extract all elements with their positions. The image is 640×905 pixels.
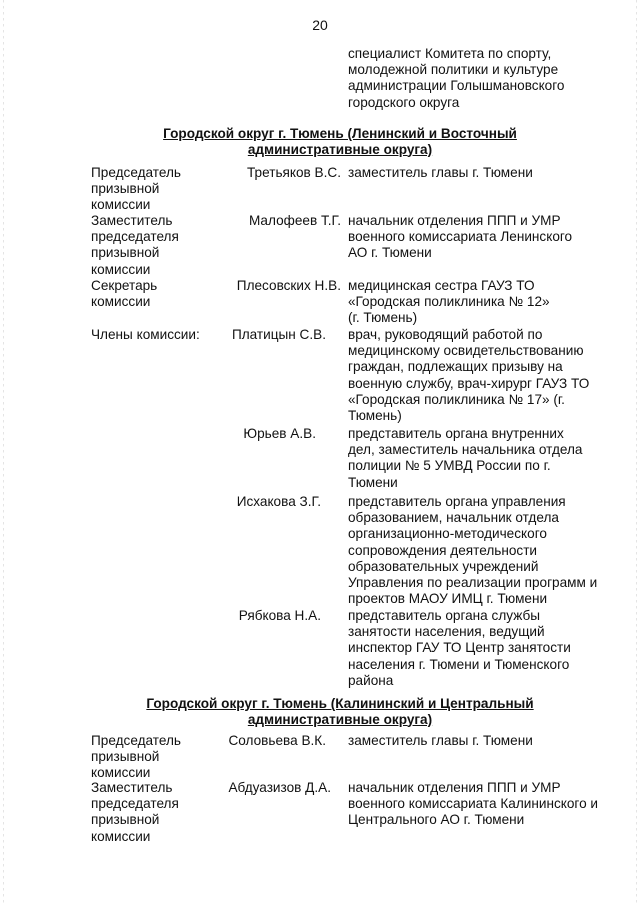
row-duty: заместитель главы г. Тюмени — [348, 165, 533, 180]
section-title-line: административные округа) — [247, 711, 433, 727]
section-title-leninsky — [100, 126, 580, 157]
row-duty: начальник отделения ППП и УМР военного комиссариата Калининского и Центрального АО г. Тюмени — [348, 780, 598, 828]
row-role: Заместитель председателя призывной комиссии — [91, 780, 179, 844]
row-duty: врач, руководящий работой по медицинскому освидетельствованию граждан, подлежащих призыву на военную службу, врач-хирург ГАУЗ ТО «Городская поликлиника № 17» (г. Тюмень) — [348, 327, 590, 424]
page-number: 20 — [312, 17, 328, 33]
section-title-line: Городской округ г. Тюмень (Ленинский и Восточный — [163, 126, 517, 141]
row-duty: начальник отделения ППП и УМР военного комиссариата Ленинского АО г. Тюмени — [348, 213, 573, 261]
row-duty: представитель органа внутренних дел, заместитель начальника отдела полиции № 5 УМВД России по г. Тюмени — [348, 426, 583, 490]
row-duty: заместитель главы г. Тюмени — [348, 733, 533, 748]
section-title-kalininsky — [100, 696, 580, 727]
row-name: Малофеев Т.Г. — [248, 213, 341, 228]
row-name: Плесовских Н.В. — [236, 278, 341, 293]
row-name: Третьяков В.С. — [247, 165, 341, 180]
row-duty: представитель органа службы занятости населения, ведущий инспектор ГАУ ТО Центр занятости населения г. Тюмени и Тюменского района — [348, 608, 571, 688]
row-role: Секретарь комиссии — [91, 278, 158, 310]
row-duty: представитель органа управления образованием, начальник отдела организационно-методического сопровождения деятельности образовательных учреждений Управления по реализации программ и проектов МАОУ ИМЦ г. Тюмени — [348, 494, 598, 607]
row-role: Председатель призывной комиссии — [91, 733, 181, 781]
row-name: Рябкова Н.А. — [238, 608, 321, 623]
row-role: Члены комиссии: — [91, 327, 200, 342]
section-title-line: административные округа) — [247, 141, 433, 157]
intro-duty-text: специалист Комитета по спорту, молодежной политики и культуре администрации Голышмановского городского округа — [348, 46, 565, 110]
row-name: Соловьева В.К. — [228, 733, 326, 748]
scan-edge-left — [3, 0, 4, 905]
row-name: Абдуазизов Д.А. — [228, 780, 331, 795]
row-name: Юрьев А.В. — [243, 426, 316, 441]
row-name: Исхакова З.Г. — [236, 494, 321, 509]
scan-edge-right — [636, 0, 637, 905]
row-name: Платицын С.В. — [231, 327, 326, 342]
row-duty: медицинская сестра ГАУЗ ТО «Городская поликлиника № 12» (г. Тюмень) — [348, 278, 550, 326]
row-role: Заместитель председателя призывной комиссии — [91, 213, 179, 277]
row-role: Председатель призывной комиссии — [91, 165, 181, 213]
section-title-line: Городской округ г. Тюмень (Калининский и Центральный — [146, 696, 534, 711]
